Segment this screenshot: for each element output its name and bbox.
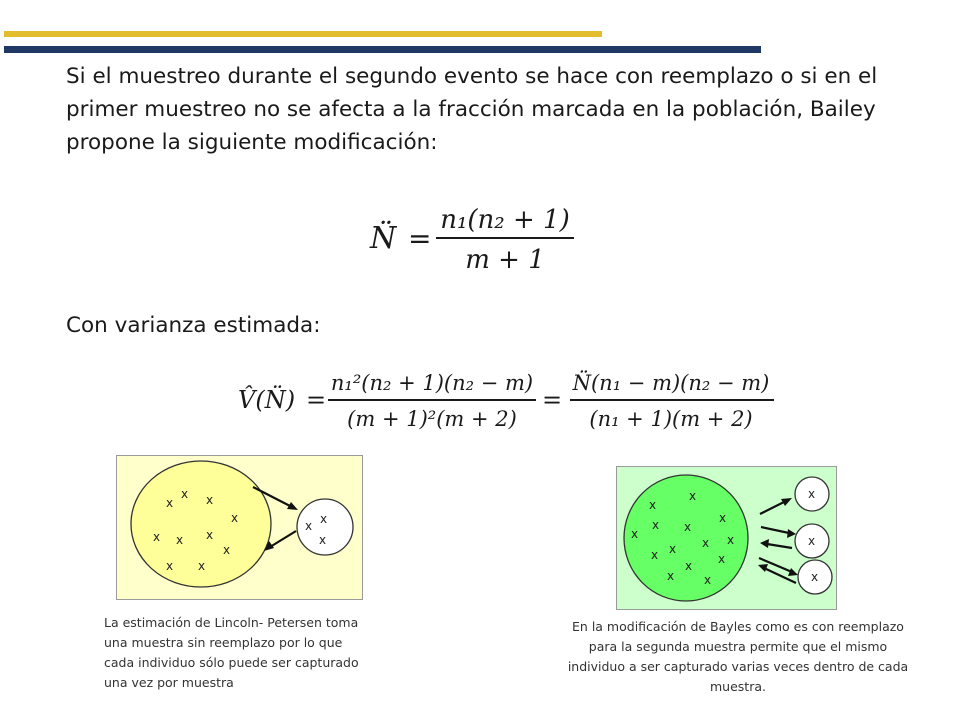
population-mark: x [652,518,660,532]
formula1-numerator: n₁(n₂ + 1) [440,205,570,235]
caption-left-line-1: La estimación de Lincoln- Petersen toma [104,615,359,630]
bailey-formula [360,196,590,278]
population-mark: x [689,489,697,503]
caption-left-line-3: cada individuo sólo puede ser capturado [104,655,359,670]
population-mark: x [206,528,214,542]
formula2-numerator1: n₁²(n₂ + 1)(n₂ − m) [330,371,534,395]
population-mark: x [669,542,677,556]
sample-mark: x [811,570,819,584]
population-mark: x [181,487,189,501]
population-mark: x [719,511,727,525]
population-mark: x [718,552,726,566]
population-mark: x [667,569,675,583]
sample-mark: x [808,487,816,501]
population-mark: x [704,573,712,587]
population-mark: x [231,511,239,525]
formula1-denominator: m + 1 [465,245,545,275]
paragraph-line-2: primer muestreo no se afecta a la fracción marcada en la población, Bailey [66,97,876,122]
formula1-equals: = [408,222,432,255]
formula2-lhs: V̂(N̈) [238,386,296,414]
intro-paragraph [66,60,896,159]
formula2-equals2: = [542,386,563,414]
population-mark: x [651,548,659,562]
formula2-numerator2: N̈(n₁ − m)(n₂ − m) [572,371,770,395]
sample-mark: x [808,534,816,548]
formula2-equals: = [306,386,327,414]
caption-right-line-4: muestra. [710,679,766,694]
formula2-denominator1: (m + 1)²(m + 2) [347,407,517,431]
population-mark: x [153,530,161,544]
population-mark: x [166,559,174,573]
population-mark: x [176,533,184,547]
population-mark: x [685,559,693,573]
paragraph-line-1: Si el muestreo durante el segundo evento se hace con reemplazo o si en el [66,64,878,89]
lincoln-petersen-caption [104,613,374,693]
population-mark: x [702,536,710,550]
population-mark: x [223,543,231,557]
population-mark: x [684,520,692,534]
variance-formula [236,364,781,436]
population-mark: x [206,493,214,507]
variance-heading: Con varianza estimada: [66,313,321,338]
decor-bar-yellow [4,31,602,37]
population-mark: x [631,527,639,541]
sample-mark: x [305,519,313,533]
caption-right-line-2: para la segunda muestra permite que el mismo [588,639,888,654]
population-mark: x [649,498,657,512]
decor-bar-navy [4,46,761,53]
formula2-denominator2: (n₁ + 1)(m + 2) [589,407,753,431]
bailey-diagram [616,466,838,611]
formula1-lhs: N̈ [370,221,397,256]
lincoln-petersen-diagram [116,455,364,601]
paragraph-line-3: propone la siguiente modificación: [66,130,438,155]
caption-left-line-4: una vez por muestra [104,675,234,690]
caption-left-line-2: una muestra sin reemplazo por lo que [104,635,343,650]
population-mark: x [727,533,735,547]
caption-right-line-1: En la modificación de Bayles como es con reemplazo [572,619,904,634]
sample-mark: x [320,512,328,526]
bailey-caption [562,617,914,697]
sample-mark: x [319,533,327,547]
population-mark: x [166,496,174,510]
population-mark: x [198,559,206,573]
caption-right-line-3: individuo a ser capturado varias veces dentro de cada [567,659,909,674]
